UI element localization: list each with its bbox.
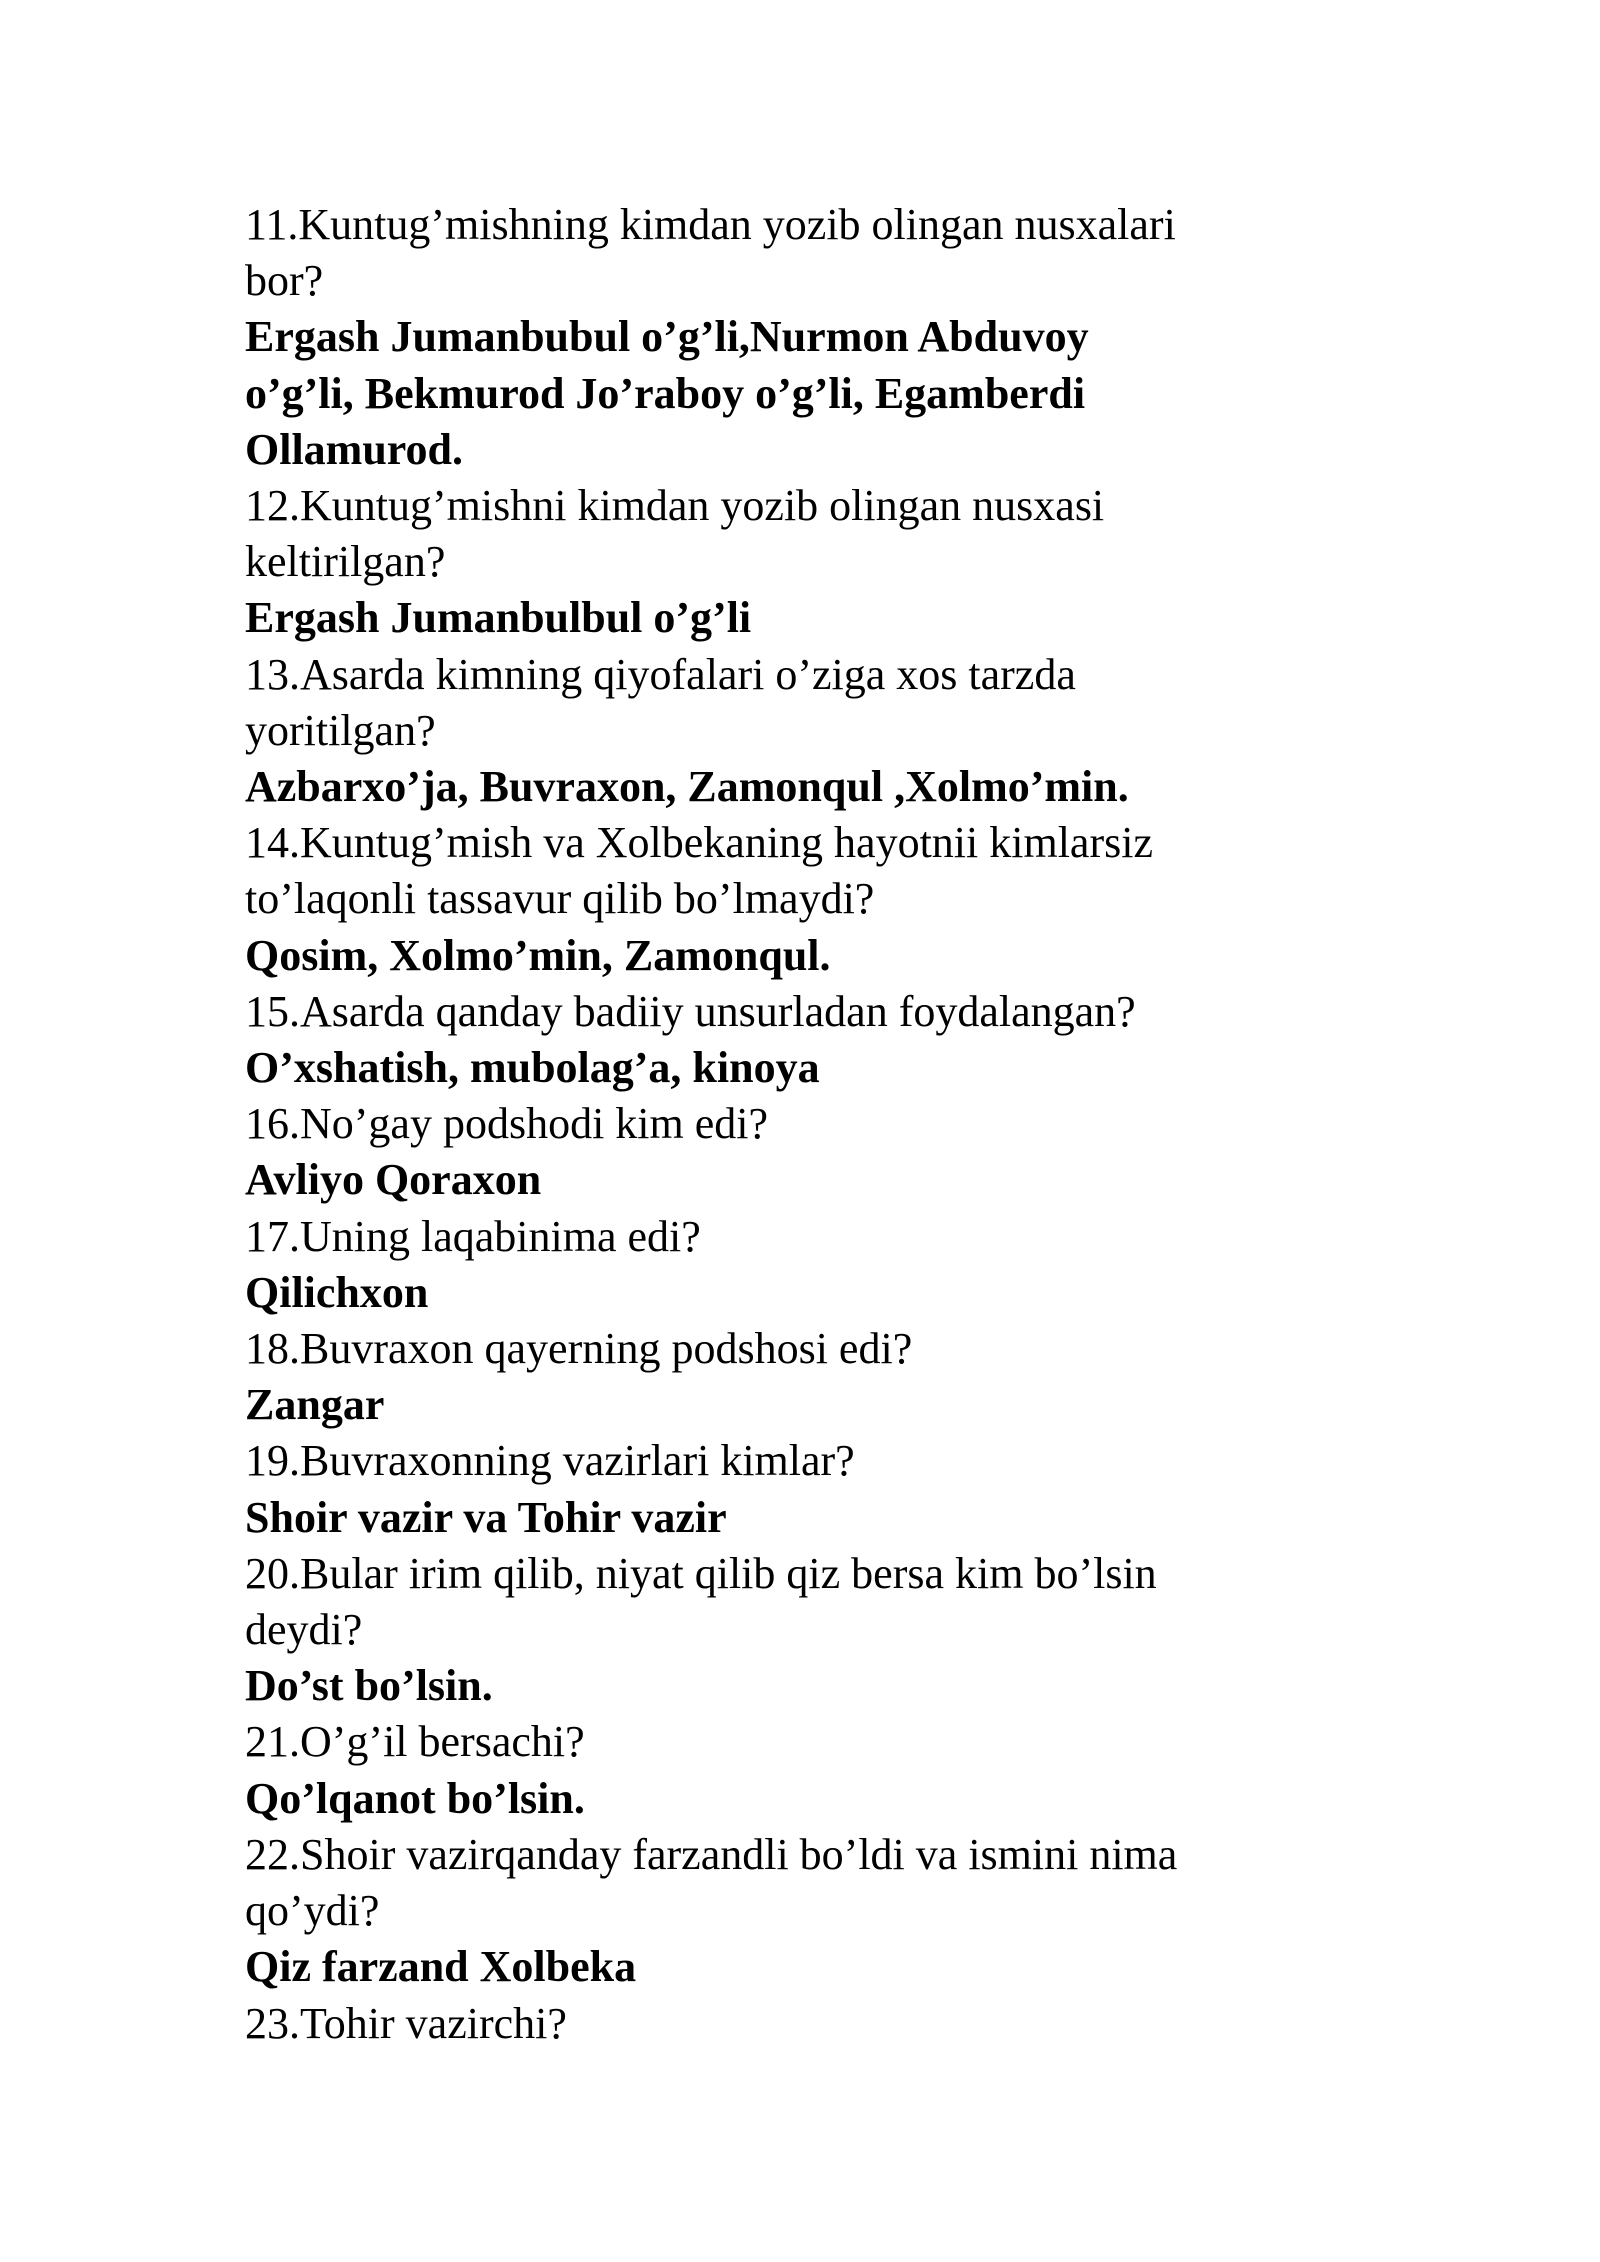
question-17: 17.Uning laqabinima edi? (245, 1211, 701, 1261)
question-14: 14.Kuntug’mish va Xolbekaning hayotnii kimlarsiz to’laqonli tassavur qilib bo’lmaydi? (245, 818, 1153, 924)
question-12: 12.Kuntug’mishni kimdan yozib olingan nusxasi keltirilgan? (245, 481, 1105, 587)
question-19: 19.Buvraxonning vazirlari kimlar? (245, 1436, 855, 1486)
answer-13: Azbarxo’ja, Buvraxon, Zamonqul ,Xolmo’min. (245, 762, 1129, 812)
answer-15: O’xshatish, mubolag’a, kinoya (245, 1043, 820, 1093)
answer-11: Ergash Jumanbubul o’g’li,Nurmon Abduvoy o’g’li, Bekmurod Jo’raboy o’g’li, Egamberdi Ollamurod. (245, 312, 1089, 474)
question-21: 21.O’g’il bersachi? (245, 1717, 585, 1767)
answer-12: Ergash Jumanbulbul o’g’li (245, 593, 752, 643)
question-15: 15.Asarda qanday badiiy unsurladan foydalangan? (245, 986, 1136, 1036)
question-13: 13.Asarda kimning qiyofalari o’ziga xos tarzda yoritilgan? (245, 649, 1076, 755)
question-20: 20.Bular irim qilib, niyat qilib qiz bersa kim bo’lsin deydi? (245, 1548, 1157, 1655)
question-23: 23.Tohir vazirchi? (245, 1998, 567, 2048)
document-page (245, 197, 1375, 2052)
answer-14: Qosim, Xolmo’min, Zamonqul. (245, 930, 831, 980)
question-18: 18.Buvraxon qayerning podshosi edi? (245, 1324, 913, 1374)
question-22: 22.Shoir vazirqanday farzandli bo’ldi va ismini nima qo’ydi? (245, 1829, 1178, 1936)
answer-16: Avliyo Qoraxon (245, 1155, 542, 1205)
answer-22: Qiz farzand Xolbeka (245, 1942, 637, 1992)
question-16: 16.No’gay podshodi kim edi? (245, 1099, 769, 1149)
answer-20: Do’st bo’lsin. (245, 1661, 493, 1711)
answer-21: Qo’lqanot bo’lsin. (245, 1773, 585, 1823)
answer-17: Qilichxon (245, 1267, 429, 1317)
question-11: 11.Kuntug’mishning kimdan yozib olingan nusxalari bor? (245, 200, 1176, 306)
answer-18: Zangar (245, 1380, 385, 1430)
answer-19: Shoir vazir va Tohir vazir (245, 1492, 727, 1542)
